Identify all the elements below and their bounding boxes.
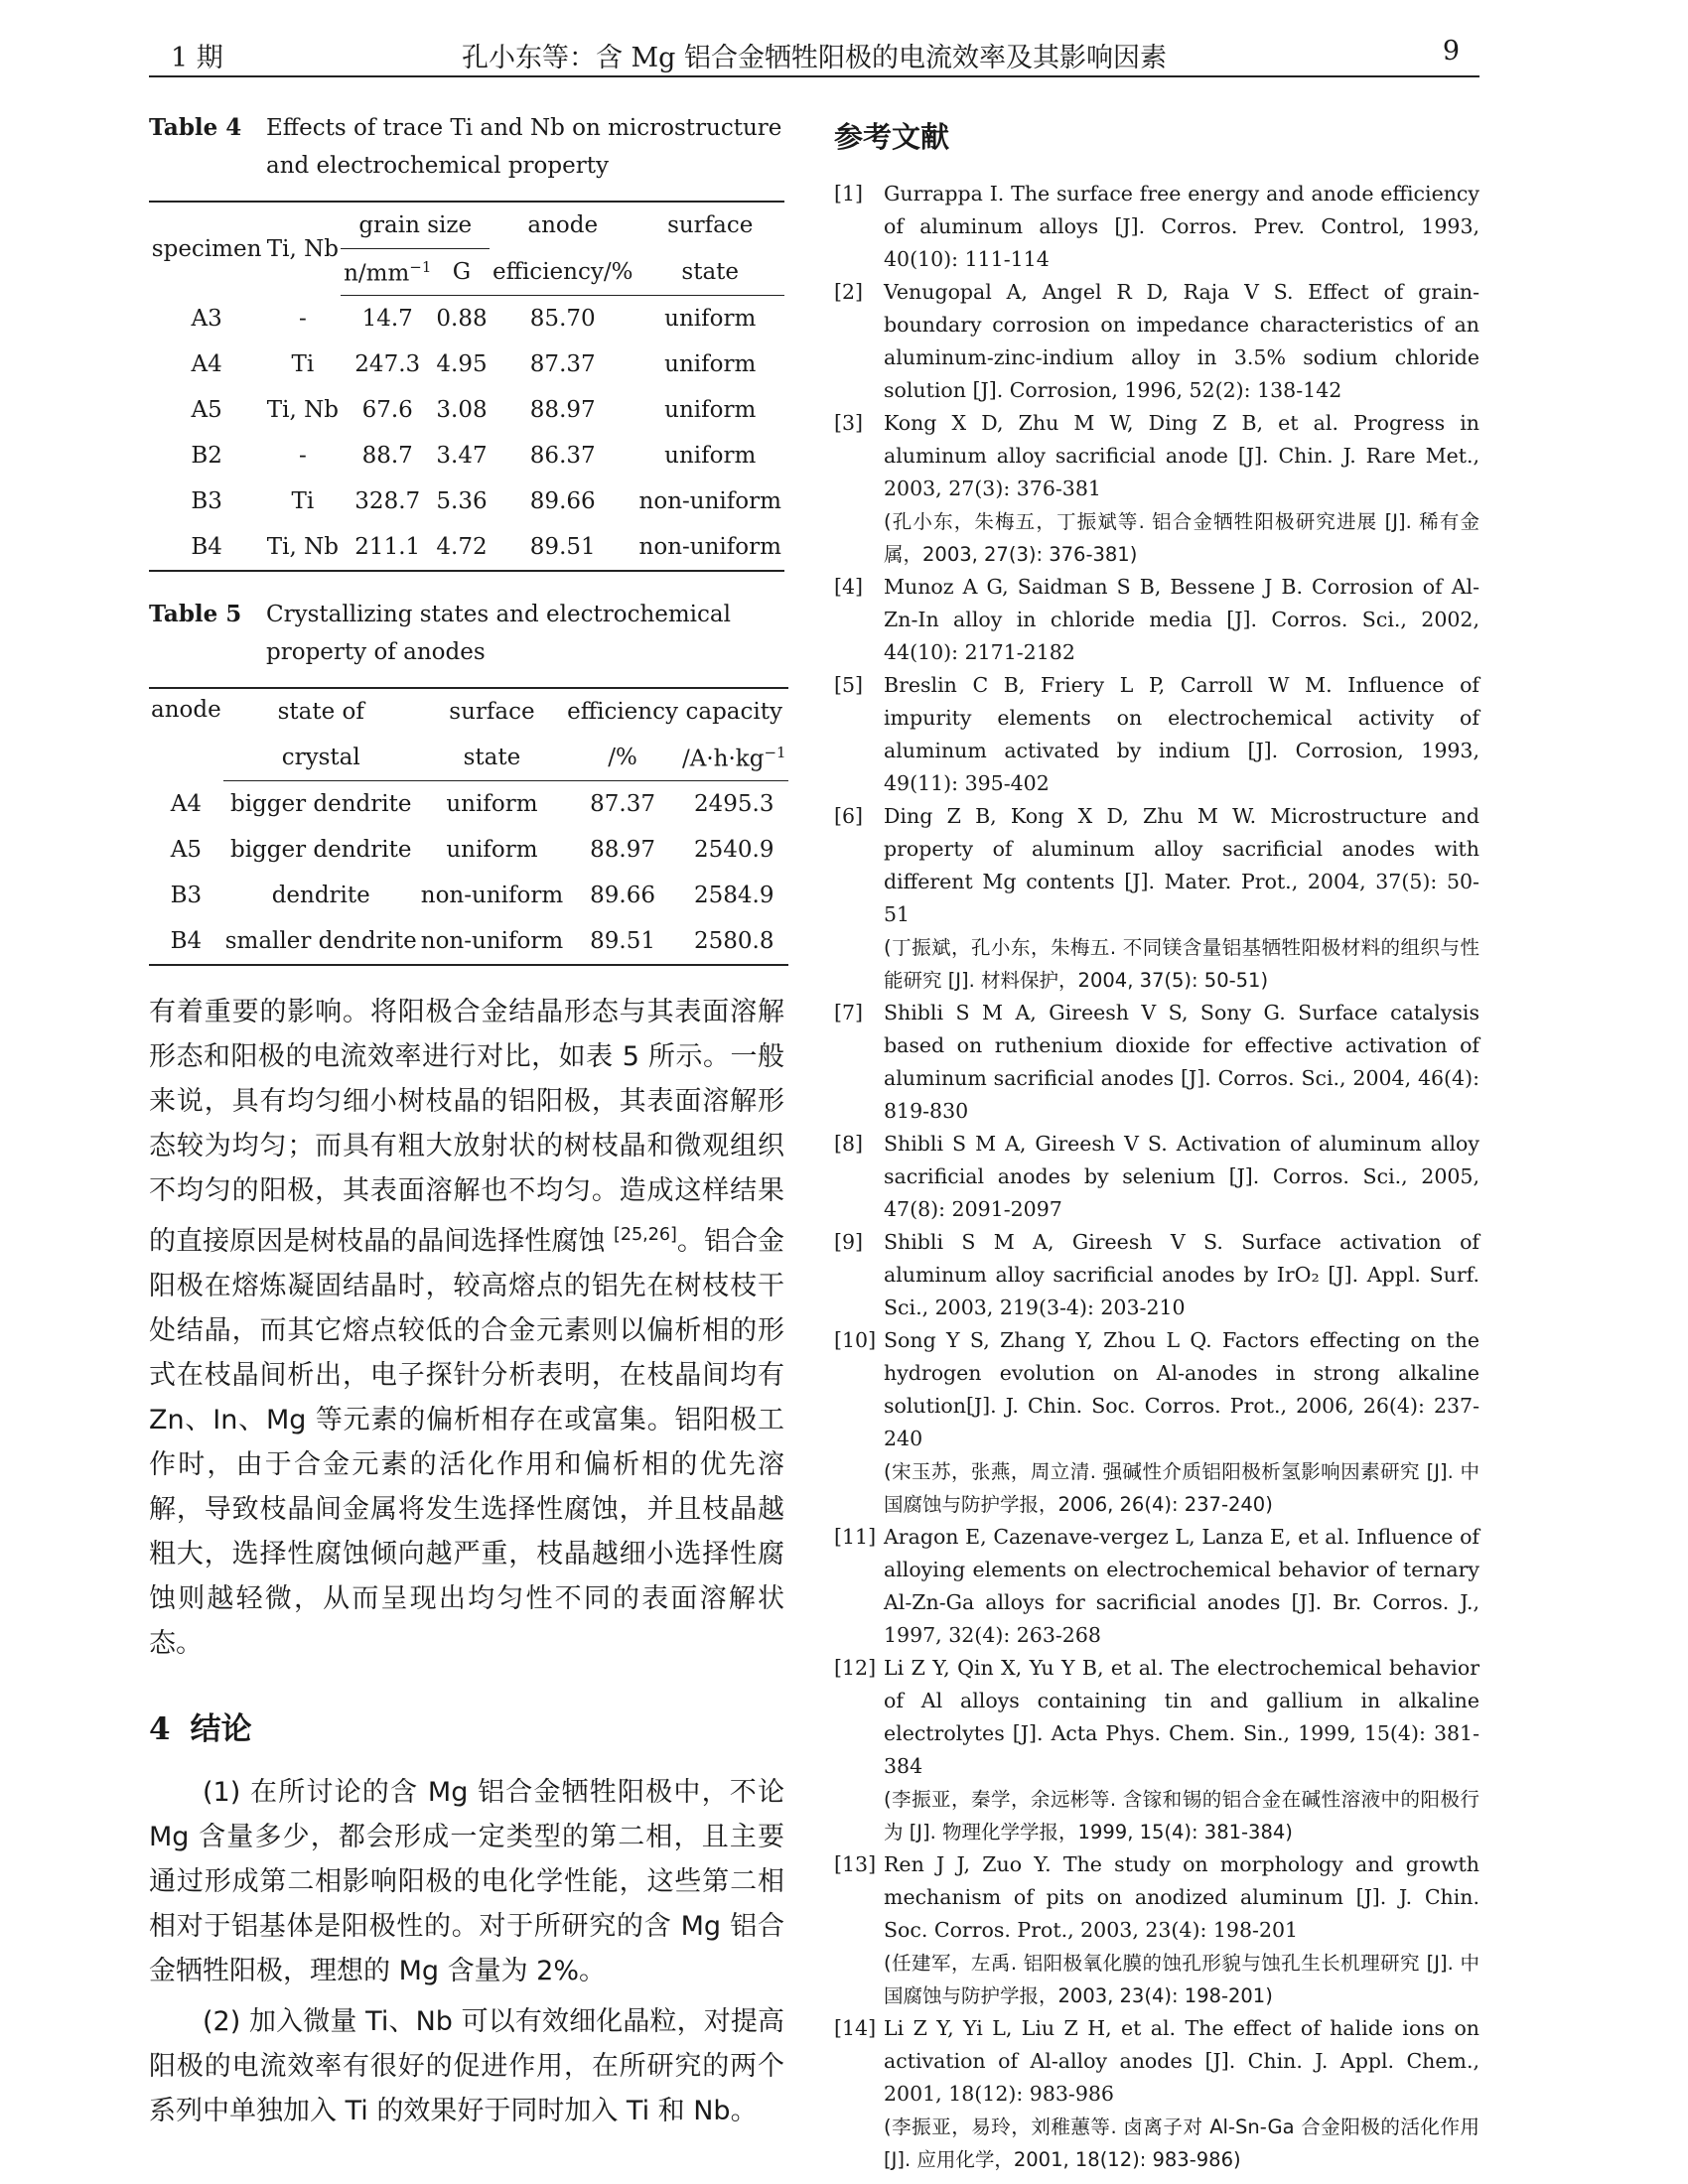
reference-item: [3] Kong X D, Zhu M W, Ding Z B, et al. Progress in aluminum alloy sacrificial anode [J]. Chin. J. Rare Met., 2003, 27(3): 376-381 (孔小东，朱梅五，丁振斌等. 铝合金牺牲阳极研究进展 [J]. 稀有金属，2003, 27(3): 376-381) <box>834 411 1479 566</box>
table4-header-tinb: Ti, Nb <box>264 202 341 296</box>
table-cell: uniform <box>446 837 538 863</box>
table4-header-efficiency: efficiency/% <box>490 249 636 296</box>
table-cell: 88.7 <box>361 443 413 469</box>
conclusion-paragraph-2: (2) 加入微量 Ti、Nb 可以有效细化晶粒，对提高阳极的电流效率有很好的促进作用，在所研究的两个系列中单独加入 Ti 的效果好于同时加入 Ti 和 Nb。 <box>149 2006 784 2126</box>
table5-label: Table 5 <box>149 601 242 627</box>
table-cell: 2584.9 <box>694 883 774 908</box>
table4-caption-text: Effects of trace Ti and Nb on microstructure and electrochemical property <box>266 115 782 179</box>
table-cell: non-uniform <box>635 524 784 571</box>
table-cell: - <box>298 443 307 469</box>
table-cell: non-uniform <box>419 918 565 965</box>
page-number: 9 <box>1442 36 1460 67</box>
table5-header-eff-unit: /% <box>565 735 680 781</box>
table-cell: bigger dendrite <box>229 791 412 817</box>
table-row <box>149 524 784 571</box>
table-cell: A5 <box>191 397 222 423</box>
reference-item: [8] Shibli S M A, Gireesh V S. Activation of aluminum alloy sacrificial anodes by selenium [J]. Corros. Sci., 2005, 47(8): 2091-2097 <box>834 1132 1479 1221</box>
reference-item: [14] Li Z Y, Yi L, Liu Z H, et al. The effect of halide ions on activation of Al-alloy anodes [J]. Chin. J. Appl. Chem., 2001, 18(12): 983-986 (李振亚，易玲，刘稚蕙等. 卤离子对 Al-Sn-Ga 合金阳极的活化作用 [J]. 应用化学，2001, 18(12): 983-986) <box>834 2016 1479 2171</box>
running-title: 孔小东等：含 Mg 铝合金牺牲阳极的电流效率及其影响因素 <box>461 43 1168 73</box>
table-cell: Ti <box>291 351 315 377</box>
table-cell: dendrite <box>271 883 370 908</box>
table-cell: 88.97 <box>590 837 655 863</box>
table-cell: B4 <box>149 918 223 965</box>
table5-header-anode: anode <box>149 688 223 781</box>
table-cell: A4 <box>191 351 222 377</box>
table5-caption-text: Crystallizing states and electrochemical property of anodes <box>266 602 731 665</box>
table-cell: 2580.8 <box>680 918 788 965</box>
table4 <box>149 201 784 572</box>
table-cell: 89.66 <box>590 883 655 908</box>
table-cell: 88.97 <box>529 397 596 423</box>
reference-item: [4] Munoz A G, Saidman S B, Bessene J B. Corrosion of Al-Zn-In alloy in chloride media [J]. Corros. Sci., 2002, 44(10): 2171-2182 <box>834 575 1479 664</box>
table-cell: non-uniform <box>638 488 781 514</box>
section-title: 结论 <box>190 1711 252 1747</box>
reference-item: [6] Ding Z B, Kong X D, Zhu M W. Microstructure and property of aluminum alloy sacrificial anodes with different Mg contents [J]. Mater. Prot., 2004, 37(5): 50-51 (丁振斌，孔小东，朱梅五. 不同镁含量铝基牺牲阳极材料的组织与性能研究 [J]. 材料保护，2004, 37(5): 50-51) <box>834 804 1479 992</box>
table-cell: 328.7 <box>354 488 421 514</box>
table-cell: 3.47 <box>436 443 488 469</box>
table-cell: uniform <box>664 351 757 377</box>
table-cell: uniform <box>664 397 757 423</box>
running-header <box>149 30 1479 77</box>
table-cell: Ti, Nb <box>266 397 339 423</box>
table-cell: 3.08 <box>436 397 488 423</box>
table5-header-crystal: crystal <box>223 735 419 781</box>
table-row <box>149 918 788 965</box>
table-cell: B3 <box>170 883 203 908</box>
references-heading: 参考文献 <box>834 120 950 154</box>
table5-header-state: state <box>419 735 565 781</box>
table4-caption <box>149 109 784 185</box>
table-cell: Ti, Nb <box>264 524 341 571</box>
table-cell: 5.36 <box>436 488 488 514</box>
table4-header-state: state <box>635 249 784 296</box>
table-row <box>149 827 788 873</box>
citation: [25,26] <box>614 1225 677 1245</box>
table4-label: Table 4 <box>149 114 242 141</box>
table4-header-anode: anode <box>490 202 636 249</box>
table5-caption <box>149 596 784 671</box>
section-number: 4 <box>149 1711 171 1747</box>
table-cell: 14.7 <box>361 306 413 332</box>
table-row <box>149 433 784 478</box>
table-cell: 89.51 <box>490 524 636 571</box>
table-cell: - <box>298 305 307 332</box>
table-cell: 0.88 <box>436 306 488 332</box>
table-cell: 211.1 <box>341 524 434 571</box>
reference-item: [12] Li Z Y, Qin X, Yu Y B, et al. The electrochemical behavior of Al alloys containing tin and gallium in alkaline electrolytes [J]. Acta Phys. Chem. Sin., 1999, 15(4): 381-384 (李振亚，秦学，余远彬等. 含镓和锡的铝合金在碱性溶液中的阳极行为 [J]. 物理化学学报，1999, 15(4): 381-384) <box>834 1656 1479 1843</box>
table-row <box>149 873 788 918</box>
table-cell: Ti <box>291 488 315 514</box>
table-cell: 85.70 <box>529 306 596 332</box>
left-column <box>149 109 784 2133</box>
table-cell: B3 <box>191 488 222 514</box>
table4-header-nmm: $n/mm^{-1}$ <box>341 249 434 296</box>
reference-item: [2] Venugopal A, Angel R D, Raja V S. Effect of grain-boundary corrosion on impedance characteristics of an aluminum-zinc-indium alloy in 3.5% sodium chloride solution [J]. Corrosion, 1996, 52(2): 138-142 <box>834 280 1479 402</box>
table-cell: uniform <box>664 306 757 332</box>
table-cell: 89.51 <box>565 918 680 965</box>
table-cell: 247.3 <box>354 351 421 377</box>
table5-header-state-of: state of <box>223 688 419 735</box>
table-row <box>149 781 788 828</box>
reference-item: [11] Aragon E, Cazenave-vergez L, Lanza E, et al. Influence of alloying elements on electrochemical behavior of ternary Al-Zn-Ga alloys for sacrificial anodes [J]. Br. Corros. J., 1997, 32(4): 263-268 <box>834 1525 1479 1647</box>
table-cell: 2495.3 <box>694 791 774 817</box>
table4-header-grain-size: grain size <box>341 202 490 249</box>
reference-item: [7] Shibli S M A, Gireesh V S, Sony G. Surface catalysis based on ruthenium dioxide for effective activation of aluminum sacrificial anodes [J]. Corros. Sci., 2004, 46(4): 819-830 <box>834 1001 1479 1123</box>
table5-header-capacity: capacity <box>680 688 788 735</box>
table-cell: B4 <box>149 524 264 571</box>
table-row <box>149 478 784 524</box>
conclusion-paragraph-1: (1) 在所讨论的含 Mg 铝合金牺牲阳极中，不论 Mg 含量多少，都会形成一定类型的第二相，且主要通过形成第二相影响阳极的电化学性能，这些第二相相对于铝基体是阳极性的。对于所研究的含 Mg 铝合金牺牲阳极，理想的 Mg 含量为 2%。 <box>149 1777 784 1986</box>
issue-number: 1 期 <box>171 43 223 73</box>
table-cell: 4.72 <box>434 524 490 571</box>
table-cell: uniform <box>664 443 757 469</box>
table4-header-surface: surface <box>635 202 784 249</box>
table-cell: 4.95 <box>436 351 488 377</box>
table-cell: B2 <box>191 443 222 469</box>
table4-header-g: G <box>434 249 490 296</box>
table5-header-cap-unit: $/A\cdot h\cdot kg^{-1}$ <box>680 735 788 781</box>
reference-item: [9] Shibli S M A, Gireesh V S. Surface activation of aluminum alloy sacrificial anodes by IrO₂ [J]. Appl. Surf. Sci., 2003, 219(3-4): 203-210 <box>834 1230 1479 1319</box>
reference-item: [5] Breslin C B, Friery L P, Carroll W M. Influence of impurity elements on electrochemical activity of aluminum activated by indium [J]. Corrosion, 1993, 49(11): 395-402 <box>834 673 1479 795</box>
table-cell: uniform <box>446 791 538 817</box>
table-row <box>149 296 784 342</box>
table-cell: bigger dendrite <box>229 837 412 863</box>
section-heading <box>149 1704 784 1748</box>
table-cell: 87.37 <box>590 791 655 817</box>
table-cell: 86.37 <box>529 443 596 469</box>
table-row <box>149 387 784 433</box>
reference-item: [10] Song Y S, Zhang Y, Zhou L Q. Factors effecting on the hydrogen evolution on Al-anodes in strong alkaline solution[J]. J. Chin. Soc. Corros. Prot., 2006, 26(4): 237-240 (宋玉苏，张燕，周立清. 强碱性介质铝阳极析氢影响因素研究 [J]. 中国腐蚀与防护学报，2006, 26(4): 237-240) <box>834 1328 1479 1516</box>
table-cell: A4 <box>170 790 202 817</box>
reference-list <box>834 178 1479 2176</box>
body-paragraph: 有着重要的影响。将阳极合金结晶形态与其表面溶解形态和阳极的电流效率进行对比，如表 5 所示。一般来说，具有均匀细小树枝晶的铝阳极，其表面溶解形态较为均匀；而具有粗大放射状的树枝晶和微观组织不均匀的阳极，其表面溶解也不均匀。造成这样结果的直接原因是树枝晶的晶间选择性腐蚀 [25,26]。铝合金阳极在熔炼凝固结晶时，较高熔点的铝先在树枝枝干处结晶，而其它熔点较低的合金元素则以偏析相的形式在枝晶间析出，电子探针分析表明，在枝晶间均有 Zn、In、Mg 等元素的偏析相存在或富集。铝阳极工作时，由于合金元素的活化作用和偏析相的优先溶解，导致枝晶间金属将发生选择性腐蚀，并且枝晶越粗大，选择性腐蚀倾向越严重，枝晶越细小选择性腐蚀则越轻微，从而呈现出均匀性不同的表面溶解状态。 <box>149 997 785 1659</box>
table-cell: 67.6 <box>361 397 413 423</box>
table-cell: A5 <box>170 837 202 863</box>
table5-header-surface: surface <box>419 688 565 735</box>
table-cell: 87.37 <box>529 351 596 377</box>
table-cell: smaller dendrite <box>223 918 419 965</box>
table5 <box>149 687 788 966</box>
right-column <box>834 109 1479 2176</box>
table5-header-efficiency: efficiency <box>565 688 680 735</box>
table-cell: non-uniform <box>420 883 564 908</box>
table-cell: A3 <box>191 305 222 332</box>
table-row <box>149 341 784 387</box>
reference-item: [13] Ren J J, Zuo Y. The study on morphology and growth mechanism of pits on anodized aluminum [J]. J. Chin. Soc. Corros. Prot., 2003, 23(4): 198-201 (任建军，左禹. 铝阳极氧化膜的蚀孔形貌与蚀孔生长机理研究 [J]. 中国腐蚀与防护学报，2003, 23(4): 198-201) <box>834 1852 1479 2007</box>
table-cell: 2540.9 <box>694 837 774 863</box>
table4-header-specimen: specimen <box>149 202 264 296</box>
reference-item: [1] Gurrappa I. The surface free energy and anode efficiency of aluminum alloys [J]. Corros. Prev. Control, 1993, 40(10): 111-114 <box>834 182 1479 271</box>
table-cell: 89.66 <box>529 488 596 514</box>
